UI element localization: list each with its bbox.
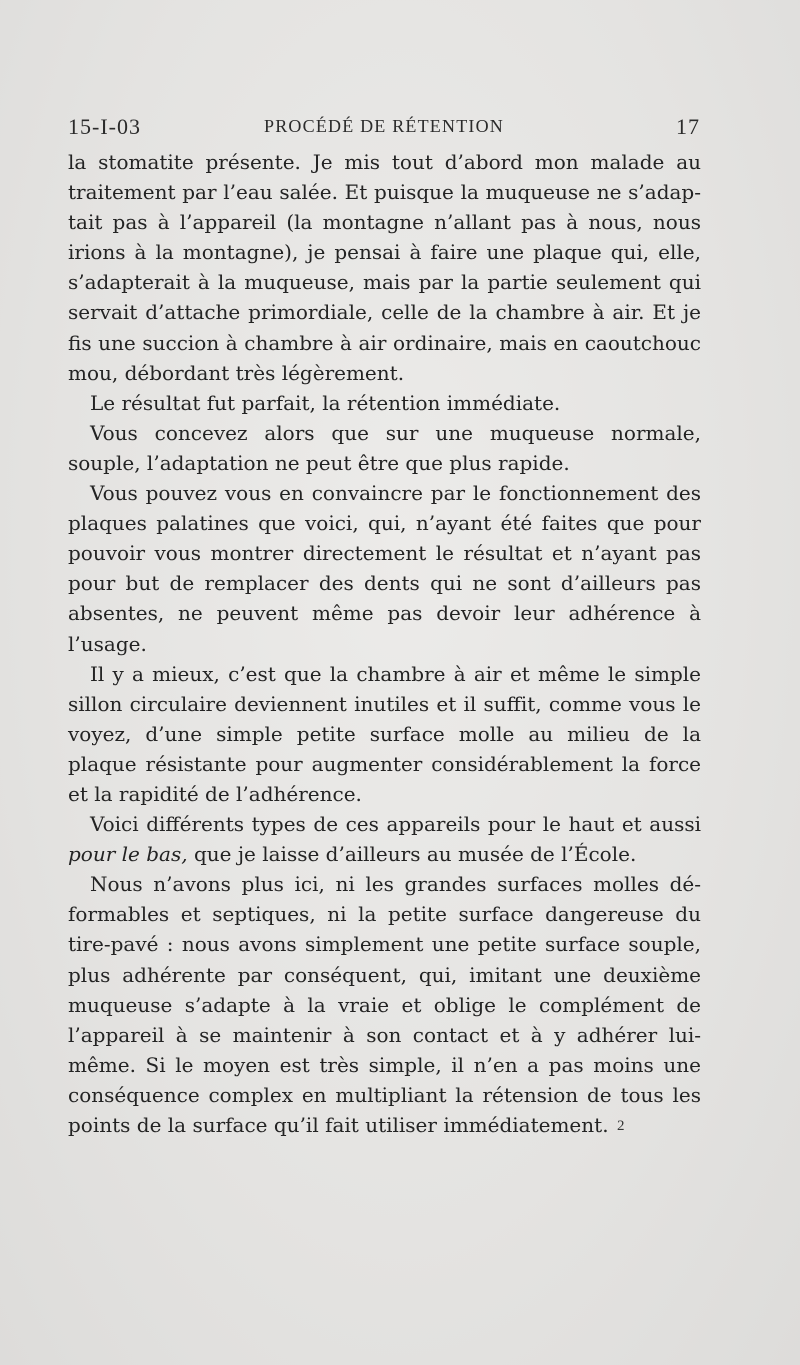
running-head-title: PROCÉDÉ DE RÉTENTION (264, 116, 504, 136)
paragraph-6-end: que je laisse d’ailleurs au musée de l’École. (187, 842, 637, 867)
paragraph-2: Le résultat fut parfait, la rétention immédiate. (90, 390, 561, 415)
paragraph-5: Il y a mieux, c’est que la chambre à air et même le simple sillon circulaire deviennent inutiles et il suffit, comme vous le voyez, d’une simple petite surface molle au milieu de la plaque résistante pour augmenter considérablement la force et la rapidité de l’adhérence. (68, 661, 701, 806)
page-number: 17 (676, 114, 700, 139)
paragraph-6-start: Voici différents types de ces appareils pour le haut et aussi (90, 812, 701, 837)
paragraph-6 (68, 809, 701, 869)
paragraph-7: Nous n’avons plus ici, ni les grandes surfaces molles déformables et septiques, ni la petite surface dangereuse du tire-pavé : nous avons simplement une petite surface souple, plus adhérente par conséquent, qui, imitant une deuxième muqueuse s’adapte à la vraie et oblige le complément de l’appareil à se maintenir à son contact et à y adhérer lui-même. Si le moyen est très simple, il n’en a pas moins une conséquence complex en multipliant la rétension de tous les points de la surface qu’il fait utiliser immédiatement. (68, 872, 701, 1137)
paragraph-4: Vous pouvez vous en convaincre par le fonctionnement des plaques palatines que voici, qui, n’ayant été faites que pour pouvoir vous montrer directement le résultat et n’ayant pas pour but de remplacer des dents qui ne sont d’ailleurs pas absentes, ne peuvent même pas devoir leur adhérence à l’usage. (68, 481, 701, 656)
running-head (68, 114, 700, 144)
paragraph-1: la stomatite présente. Je mis tout d’abord mon malade au traitement par l’eau salée. Et puisque la muqueuse ne s’adaptait pas à l’appareil (la montagne n’allant pas à nous, nous irions à la montagne), je pensai à faire une plaque qui, elle, s’adapterait à la muqueuse, mais par la partie seulement qui servait d’attache primordiale, celle de la chambre à air. Et je fis une succion à chambre à air ordinaire, mais en caoutchouc mou, débordant très légèrement. (68, 150, 701, 385)
body-text (68, 147, 701, 1140)
running-head-date: 15-I-03 (68, 114, 141, 139)
paragraph-6-italic: pour le bas, (68, 842, 188, 867)
signature-mark: 2 (617, 1118, 625, 1134)
paragraph-3: Vous concevez alors que sur une muqueuse normale, souple, l’adaptation ne peut être que plus rapide. (68, 420, 701, 475)
